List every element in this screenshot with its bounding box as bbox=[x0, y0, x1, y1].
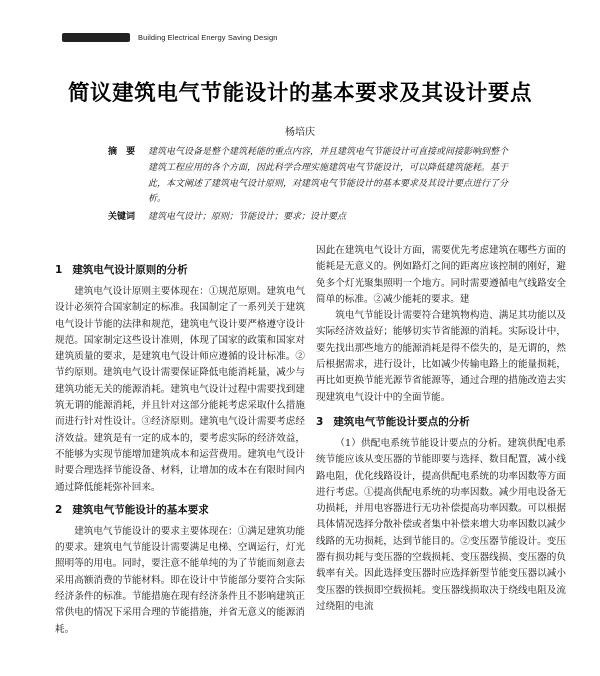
keywords-row bbox=[108, 210, 508, 226]
section-3-paragraph: （1）供配电系统节能设计要点的分析。建筑供配电系统节能应该从变压器的节能即要与选择、数目配置，减小线路电阻，优化线路设计，提高供配电系统的功率因数等方面进行考虑。①提高供配电系统的功率因数。减少用电设备无功损耗，并用电容器进行无功补偿提高功率因数。可以根据具体情况选择分散补偿或者集中补偿来增大功率因数以减少线路的无功损耗，达到节能目的。②变压器节能设计。变压器有损功耗与变压器的空载损耗、变压器线损、变压器的负载率有关。因此选择变压器时应选择新型节能变压器以减小变压器的铁损即空载损耗。变压器线损取决于绕线电阻及流过绕阻的电流 bbox=[316, 437, 566, 612]
author-name: 杨培庆 bbox=[285, 127, 315, 138]
keywords-text: 建筑电气设计；原则；节能设计；要求；设计要点 bbox=[148, 212, 347, 223]
section-1-heading: 1 建筑电气设计原则的分析 bbox=[55, 264, 188, 276]
abstract-row bbox=[108, 145, 508, 208]
abstract-block bbox=[108, 145, 508, 226]
article-title: 简议建筑电气节能设计的基本要求及其设计要点 bbox=[67, 81, 533, 106]
section-2-heading: 2 建筑电气节能设计的基本要求 bbox=[55, 503, 209, 516]
running-header bbox=[62, 30, 278, 44]
section-2-paragraph-2: 因此在建筑电气设计方面，需要优先考虑建筑在哪些方面的能耗是无意义的。例如路灯之间的距离应该控制的刚好，避免多个灯光聚集照明一个地方。同时需要遵循电气线路安全简单的标准。②减少能耗的要求。建 bbox=[316, 245, 566, 305]
journal-logo bbox=[62, 33, 130, 42]
right-column bbox=[316, 243, 566, 615]
section-2-paragraph-3: 筑电气节能设计需要符合建筑物构造、满足其功能以及实际经济效益好；能够切实节省能源的消耗。实际设计中，要先找出那些地方的能源消耗是得不偿失的，是无谓的，然后根据需求，进行设计，比如减少传输电路上的能量损耗，再比如更换节能光源节省能源等，通过合理的措施改造去实现建筑电气设计中的全面节能。 bbox=[316, 310, 566, 403]
abstract-text: 建筑电气设备是整个建筑耗能的重点内容，并且建筑电气节能设计可直接或间接影响到整个建筑工程应用的各个方面，因此科学合理实施建筑电气节能设计，可以降低建筑能耗。基于此，本文阐述了建筑电气设计原则，对建筑电气节能设计的基本要求及其设计要点进行了分析。 bbox=[148, 147, 509, 205]
running-title: Building Electrical Energy Saving Design bbox=[138, 32, 278, 42]
section-1-paragraph: 建筑电气设计原则主要体现在：①规范原则。建筑电气设计必须符合国家制定的标准。我国制定了一系列关于建筑电气设计节能的法律和规范，建筑电气设计要严格遵守设计规范。国家制定这些设计准则，体现了国家的政策和国家对建筑质量的要求，是建筑电气设计师应遵循的设计标准。②节约原则。建筑电气设计需要保证降低电能消耗量，减少与建筑功能无关的能源消耗。建筑电气设计过程中需要找到建筑无谓的能源消耗，并且针对这部分能耗考虑采取什么措施而进行针对性设计。③经济原则。建筑电气设计需要考虑经济效益。建筑是有一定的成本的，要考虑实际的经济效益，不能够为实现节能增加建筑成本和运营费用。建筑电气设计时要合理选择节能设备、材料，让增加的成本在有限时间内通过降低能耗弥补回来。 bbox=[55, 286, 305, 493]
abstract-label: 摘 要 bbox=[108, 147, 139, 157]
section-3-heading: 3 建筑电气节能设计要点的分析 bbox=[316, 415, 470, 428]
keywords-label: 关键词 bbox=[108, 212, 136, 223]
left-column bbox=[55, 258, 305, 638]
section-2-paragraph-1: 建筑电气节能设计的要求主要体现在：①满足建筑功能的要求。建筑电气节能设计需要满足电梯、空调运行，灯光照明等的用电。同时，要注意不能单纯的为了节能而刻意去采用高额消费的节能材料。即在设计中节能部分要符合实际经济条件的标准。节能措施在现有经济条件且不影响建筑正常供电的情况下采用合理的节能措施，并省无意义的能源消耗。 bbox=[55, 525, 305, 635]
